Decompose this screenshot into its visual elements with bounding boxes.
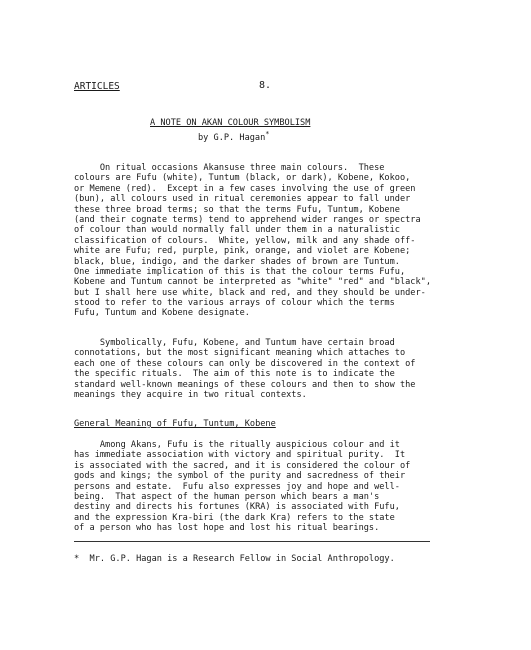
text-line: but I shall here use white, black and red, and they should be under- (74, 287, 426, 298)
text-line: colours are Fufu (white), Tuntum (black, or dark), Kobene, Kokoo, (74, 173, 411, 184)
text-line: and the expression Kra-biri (the dark Kra) refers to the state (74, 512, 395, 523)
text-line: the specific rituals. The aim of this note is to indicate the (74, 369, 395, 380)
text-line: is associated with the sacred, and it is considered the colour of (74, 460, 411, 471)
author-name: by G.P. Hagan (198, 133, 266, 143)
text-line: classification of colours. White, yellow, milk and any shade off- (74, 235, 416, 246)
text-line: white are Fufu; red, purple, pink, orange, and violet are Kobene; (74, 246, 411, 257)
text-line: One immediate implication of this is that the colour terms Fufu, (74, 266, 406, 277)
text-line: of colour than would normally fall under them in a naturalistic (74, 225, 400, 236)
text-line: standard well-known meanings of these colours and then to show the (74, 379, 416, 390)
text-line: On ritual occasions Akansuse three main colours. These (74, 163, 385, 173)
author-footnote-mark: * (265, 130, 270, 139)
text-line: stood to refer to the various arrays of colour which the terms (74, 298, 395, 309)
text-line: Among Akans, Fufu is the ritually auspicious colour and it (74, 440, 400, 450)
text-line: (bun), all colours used in ritual ceremonies appear to fall under (74, 194, 411, 205)
text-line: Fufu, Tuntum and Kobene designate. (74, 308, 250, 319)
text-line: Symbolically, Fufu, Kobene, and Tuntum have certain broad (74, 338, 395, 348)
text-line: connotations, but the most significant meaning which attaches to (74, 348, 406, 359)
text-line: has immediate association with victory and spiritual purity. It (74, 450, 406, 461)
text-line: destiny and directs his fortunes (KRA) is associated with Fufu, (74, 502, 400, 513)
text-line: Kobene and Tuntum cannot be interpreted as "white" "red" and "black", (74, 277, 431, 288)
article-author (198, 130, 270, 143)
paragraph-1 (74, 163, 434, 319)
text-line: or Memene (red). Except in a few cases involving the use of green (74, 183, 416, 194)
text-line: being. That aspect of the human person which bears a man's (74, 491, 380, 502)
page-number: 8. (259, 80, 272, 91)
article-title: A NOTE ON AKAN COLOUR SYMBOLISM (150, 118, 311, 128)
paragraph-2 (74, 338, 434, 400)
text-line: these three broad terms; so that the terms Fufu, Tuntum, Kobene (74, 204, 400, 215)
text-line: black, blue, indigo, and the darker shades of brown are Tuntum. (74, 256, 400, 267)
text-line: persons and estate. Fufu also expresses joy and hope and well- (74, 481, 400, 492)
footnote-divider (74, 541, 430, 542)
section-heading: General Meaning of Fufu, Tuntum, Kobene (74, 419, 276, 429)
paragraph-3 (74, 440, 434, 534)
text-line: (and their cognate terms) tend to apprehend wider ranges or spectra (74, 214, 421, 225)
section-label: ARTICLES (74, 81, 120, 92)
text-line: each one of these colours can only be discovered in the context of (74, 358, 416, 369)
text-line: of a person who has lost hope and lost his ritual bearings. (74, 523, 380, 534)
text-line: meanings they acquire in two ritual contexts. (74, 389, 307, 400)
footnote: * Mr. G.P. Hagan is a Research Fellow in Social Anthropology. (74, 554, 395, 564)
text-line: gods and kings; the symbol of the purity and sacredness of their (74, 471, 406, 482)
